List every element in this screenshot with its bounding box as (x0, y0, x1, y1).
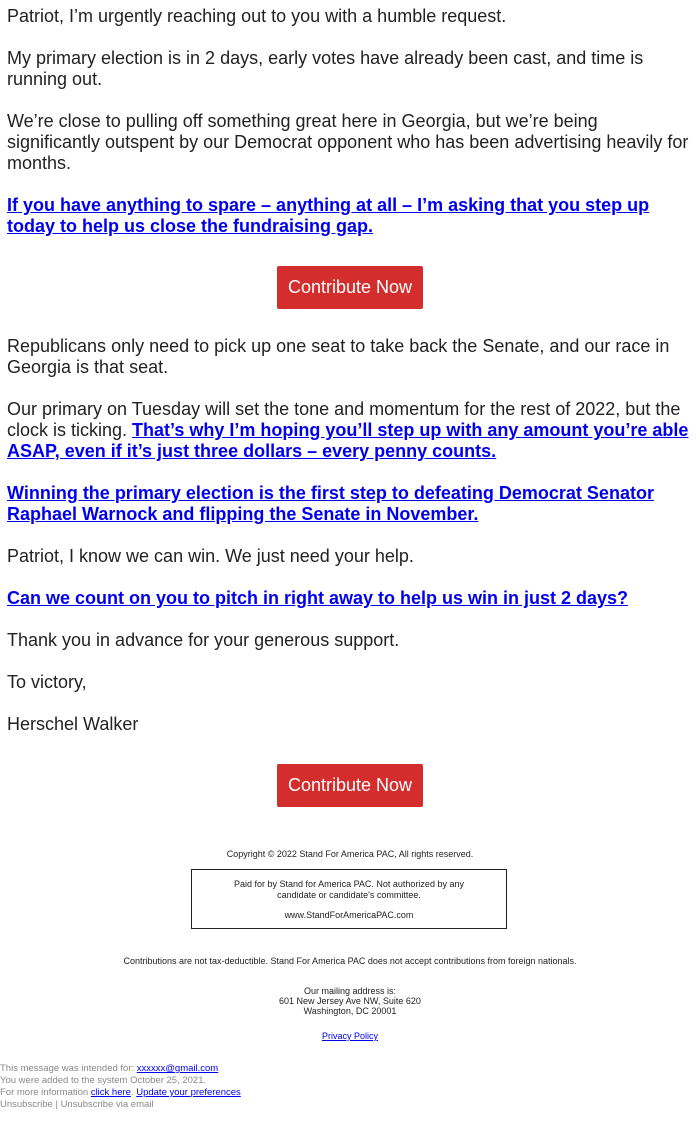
contribute-button-top[interactable]: Contribute Now (277, 266, 423, 309)
unsubscribe-separator: | (52, 1099, 61, 1110)
donate-link-paragraph (7, 195, 693, 237)
primary-paragraph (7, 399, 693, 462)
footer-intended (0, 1063, 218, 1075)
paid-for-text: Paid for by Stand for America PAC. Not authorized by any candidate or candidate's committee. (234, 879, 464, 900)
more-info-comma: . (130, 1087, 137, 1098)
unsubscribe-link[interactable]: Unsubscribe (0, 1099, 53, 1110)
copyright-text: Copyright © 2022 Stand For America PAC, All rights reserved. (226, 849, 474, 859)
address-line-1: 601 New Jersey Ave NW, Suite 620 (279, 996, 421, 1006)
click-here-link[interactable]: click here (90, 1087, 131, 1098)
intended-email-link[interactable]: xxxxxx@gmail.com (136, 1063, 219, 1074)
disclaimer-box (191, 869, 507, 929)
georgia-paragraph: We’re close to pulling off something great here in Georgia, but we’re being significantly outspent by our Democrat opponent who has been advertising heavily for months. (7, 111, 689, 173)
more-info-prefix: For more information (0, 1087, 91, 1098)
footer-more-info (0, 1087, 241, 1099)
update-preferences-link[interactable]: Update your preferences (136, 1087, 241, 1098)
we-can-win-paragraph: Patriot, I know we can win. We just need your help. (7, 546, 414, 566)
count-on-you-paragraph (7, 588, 693, 609)
contributions-note: Contributions are not tax-deductible. Stand For America PAC does not accept contributions from foreign nationals. (123, 956, 577, 966)
warnock-paragraph (7, 483, 693, 525)
closing-paragraph: To victory, (7, 672, 87, 692)
website-text: www.StandForAmericaPAC.com (284, 910, 414, 920)
donate-link-1[interactable]: If you have anything to spare – anything at all – I’m asking that you step up today to help us close the fundraising gap. (7, 195, 650, 236)
signature: Herschel Walker (7, 714, 139, 734)
donate-link-4[interactable]: Can we count on you to pitch in right away to help us win in just 2 days? (7, 588, 629, 608)
footer-added-line: You were added to the system October 25, 2021. (0, 1075, 207, 1086)
contribute-button-bottom[interactable]: Contribute Now (277, 764, 423, 807)
donate-link-3[interactable]: Winning the primary election is the first step to defeating Democrat Senator Raphael Warnock and flipping the Senate in November. (7, 483, 654, 524)
address-line-2: Washington, DC 20001 (303, 1006, 397, 1016)
greeting-paragraph: Patriot, I’m urgently reaching out to you with a humble request. (7, 6, 507, 26)
mailing-label: Our mailing address is: (303, 986, 397, 996)
intended-prefix: This message was intended for: (0, 1063, 137, 1074)
privacy-policy-container (0, 1031, 700, 1042)
thank-you-paragraph: Thank you in advance for your generous support. (7, 630, 400, 650)
privacy-policy-link[interactable]: Privacy Policy (321, 1031, 378, 1041)
senate-paragraph: Republicans only need to pick up one seat to take back the Senate, and our race in Georgia is that seat. (7, 336, 670, 377)
donate-link-2[interactable]: That’s why I’m hoping you’ll step up with any amount you’re able ASAP, even if it’s just three dollars – every penny counts. (7, 420, 689, 461)
footer-unsubscribe (0, 1099, 154, 1111)
primary-text: Our primary on Tuesday will set the tone and momentum for the rest of 2022, but the clock is ticking. (7, 399, 681, 440)
unsubscribe-email-link[interactable]: Unsubscribe via email (60, 1099, 154, 1110)
election-paragraph: My primary election is in 2 days, early votes have already been cast, and time is running out. (7, 48, 644, 89)
